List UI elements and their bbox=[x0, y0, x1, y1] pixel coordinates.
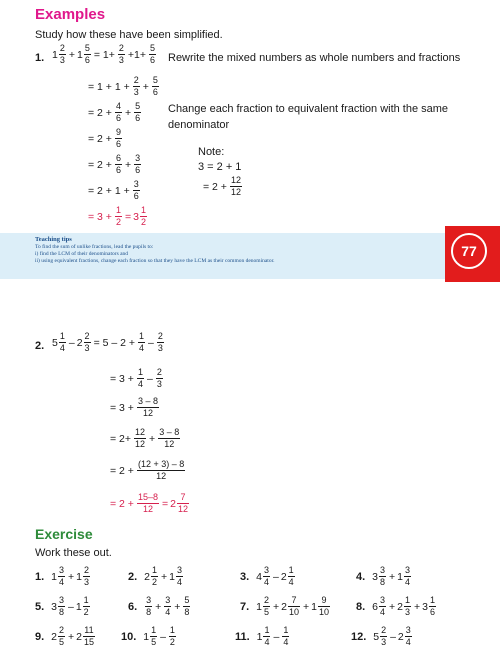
exercise-heading: Exercise bbox=[35, 526, 93, 542]
teaching-tips-title: Teaching tips bbox=[35, 236, 72, 243]
exercise-item-12: 12. 5 $\frac{2}{3}$ – 2 $\frac{3}{4}$ bbox=[351, 625, 411, 647]
teaching-tip-line-3: ii) using equivalent fractions, change each fraction so that they have the LCM as their common denominator. bbox=[35, 258, 275, 264]
ex1-note-2a: Change each fraction to equivalent fraction with the same bbox=[168, 103, 449, 115]
exercise-item-6: 6. $\frac{3}{8}$ + $\frac{3}{4}$ + $\frac{5}{8}$ bbox=[128, 595, 190, 617]
ex2-line-2: = 3 + $\frac{1}{4}$ – $\frac{2}{3}$ bbox=[110, 367, 162, 389]
exercise-item-12-number: 12. bbox=[351, 630, 367, 643]
exercise-item-5-number: 5. bbox=[35, 600, 45, 613]
ex1-note-line-2-text: = 2 + bbox=[203, 180, 227, 193]
ex1-line-3: = 2 + $\frac{4}{6}$ + $\frac{5}{6}$ bbox=[88, 101, 141, 123]
ex1-line-5: = 2 + $\frac{6}{6}$ + $\frac{3}{6}$ bbox=[88, 153, 141, 175]
ex1-line-4: = 2 + $\frac{9}{6}$ bbox=[88, 127, 121, 149]
exercise-item-11-number: 11. bbox=[235, 630, 250, 643]
teaching-tip-line-2: i) find the LCM of their denominators and bbox=[35, 251, 129, 257]
exercise-item-3-number: 3. bbox=[240, 570, 250, 583]
exercise-item-7: 7. 1 $\frac{2}{5}$ + 2 $\frac{7}{10}$ + 1 $\frac{9}{10}$ bbox=[240, 595, 329, 617]
ex2-line-3: = 3 + $\frac{3 - 8}{12}$ bbox=[110, 396, 158, 418]
exercise-item-4: 4. 3 $\frac{3}{8}$ + 1 $\frac{3}{4}$ bbox=[356, 565, 410, 587]
exercise-item-7-number: 7. bbox=[240, 600, 250, 613]
exercise-intro: Work these out. bbox=[35, 547, 112, 559]
exercise-item-4-number: 4. bbox=[356, 570, 366, 583]
exercise-item-11: 11. 1 $\frac{1}{4}$ – $\frac{1}{4}$ bbox=[235, 625, 289, 647]
exercise-item-9-number: 9. bbox=[35, 630, 45, 643]
teaching-tip-line-1: To find the sum of unlike fractions, lead the pupils to: bbox=[35, 244, 154, 250]
ex1-note-2b: denominator bbox=[168, 119, 230, 131]
exercise-item-10-number: 10. bbox=[121, 630, 137, 643]
example-1-number: 1. bbox=[35, 52, 45, 64]
exercise-item-9: 9. 2 $\frac{2}{5}$ + 2 $\frac{11}{15}$ bbox=[35, 625, 94, 647]
ex1-line-1: 1 $\frac{2}{3}$ + 1 $\frac{5}{6}$ = 1+ $\frac{2}{3}$ +1+ $\frac{5}{6}$ bbox=[52, 43, 156, 65]
page-number: 77 bbox=[451, 233, 487, 269]
ex1-note-1: Rewrite the mixed numbers as whole numbers and fractions bbox=[168, 52, 461, 64]
example-2-number: 2. bbox=[35, 340, 45, 352]
exercise-item-1-number: 1. bbox=[35, 570, 45, 583]
exercise-item-10: 10. 1 $\frac{1}{5}$ – $\frac{1}{2}$ bbox=[121, 625, 175, 647]
ex1-line-6: = 2 + 1 + $\frac{3}{6}$ bbox=[88, 179, 139, 201]
ex2-line-5: = 2 + $\frac{(12 + 3) - 8}{12}$ bbox=[110, 459, 185, 481]
ex1-note-line-2: = 2 + $\frac{12}{12}$ bbox=[203, 175, 241, 197]
examples-heading: Examples bbox=[35, 6, 106, 23]
ex2-answer: = 2 + $\frac{15-8}{12}$ = 2 $\frac{7}{12}$ bbox=[110, 492, 188, 514]
ex2-line-1: 5 $\frac{1}{4}$ – 2 $\frac{2}{3}$ = 5 – 2 + $\frac{1}{4}$ – $\frac{2}{3}$ bbox=[52, 331, 163, 353]
exercise-item-3: 3. 4 $\frac{3}{4}$ – 2 $\frac{1}{4}$ bbox=[240, 565, 294, 587]
exercise-item-2: 2. 2 $\frac{1}{2}$ + 1 $\frac{3}{4}$ bbox=[128, 565, 182, 587]
exercise-item-6-number: 6. bbox=[128, 600, 138, 613]
ex1-note-line-1: 3 = 2 + 1 bbox=[198, 161, 242, 173]
ex1-note-label: Note: bbox=[198, 146, 225, 158]
ex1-line-2: = 1 + 1 + $\frac{2}{3}$ + $\frac{5}{6}$ bbox=[88, 75, 158, 97]
intro-text: Study how these have been simplified. bbox=[35, 29, 223, 41]
exercise-item-8-number: 8. bbox=[356, 600, 366, 613]
exercise-item-5: 5. 3 $\frac{3}{8}$ – 1 $\frac{1}{2}$ bbox=[35, 595, 89, 617]
ex2-line-4: = 2+ $\frac{12}{12}$ + $\frac{3 - 8}{12}$ bbox=[110, 427, 180, 449]
exercise-item-2-number: 2. bbox=[128, 570, 138, 583]
exercise-item-1: 1. 1 $\frac{3}{4}$ + 1 $\frac{2}{3}$ bbox=[35, 565, 89, 587]
exercise-item-8: 8. 6 $\frac{3}{4}$ + 2 $\frac{1}{3}$ + 3 $\frac{1}{6}$ bbox=[356, 595, 435, 617]
ex1-answer: = 3 + $\frac{1}{2}$ = 3 $\frac{1}{2}$ bbox=[88, 205, 146, 227]
